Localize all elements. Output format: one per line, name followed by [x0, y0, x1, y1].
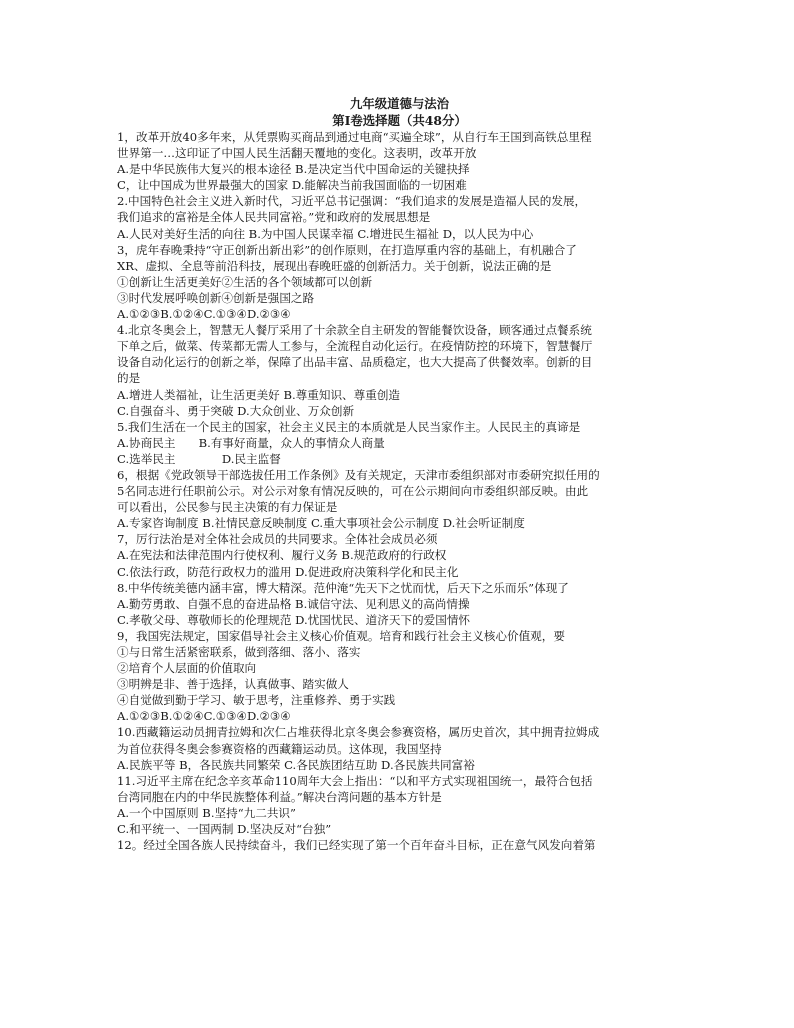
text-line: 7，厉行法治是对全体社会成员的共同要求。全体社会成员必须	[117, 532, 438, 547]
text-line: 11.习近平主席在纪念辛亥革命110周年大会上指出：“以和平方式实现祖国统一，最符合包括	[117, 773, 593, 788]
text-line: 2.中国特色社会主义进入新时代，习近平总书记强调：“我们追求的发展是造福人民的发展，	[117, 194, 587, 209]
text-line: 4.北京冬奥会上，智慧无人餐厅采用了十余款全自主研发的智能餐饮设备，顾客通过点餐系统	[117, 323, 592, 338]
text-line: 10.西藏籍运动员拥青拉姆和次仁占堆获得北京冬奥会参赛资格，属历史首次，其中拥青拉姆成	[117, 725, 600, 740]
text-line: 可以看出，公民参与民主决策的有力保证是	[117, 500, 338, 515]
text-line: ④自觉做到勤于学习、敏于思考，注重修养、勇于实践	[117, 693, 396, 708]
text-line: A.一个中国原则 B.坚持“九二共识”	[117, 805, 296, 820]
text-line: 3，虎年春晚秉持“守正创新出新出彩”的创作原则，在打造厚重内容的基础上，有机融合了	[117, 242, 577, 257]
exam-page	[117, 95, 682, 853]
text-line: C.孝敬父母、尊敬师长的伦理规范 D.忧国忧民、道济天下的爱国情怀	[117, 612, 471, 627]
text-line: 6，根据《党政领导干部选拔任用工作条例》及有关规定，天津市委组织部对市委研究拟任用的	[117, 467, 600, 482]
text-line: 12。经过全国各族人民持续奋斗，我们已经实现了第一个百年奋斗目标，正在意气风发向着第	[117, 838, 596, 853]
text-line: 为首位获得冬奥会参赛资格的西藏籍运动员。这体现，我国坚持	[117, 741, 442, 756]
text-line: ③明辨是非、善于选择，认真做事、踏实做人	[117, 677, 349, 692]
text-line: 的是	[117, 371, 141, 386]
text-line: A.增进人类福祉，让生活更美好 B.尊重知识、尊重创造	[117, 387, 401, 402]
text-line: ①创新让生活更美好②生活的各个领域都可以创新	[117, 274, 373, 289]
text-line: ③时代发展呼唤创新④创新是强国之路	[117, 290, 315, 305]
text-line: C.自强奋斗、勇于突破 D.大众创业、万众创新	[117, 403, 355, 418]
text-line: 1，改革开放40多年来，从凭票购买商品到通过电商“买遍全球”，从自行车王国到高铁总里程	[117, 130, 592, 144]
text-line: A.勤劳勇敢、自强不息的奋进品格 B.诚信守法、见利思义的高尚情操	[117, 596, 470, 611]
text-line: C.选举民主 D.民主监督	[117, 451, 281, 466]
text-line: 世界第一…这印证了中国人民生活翻天覆地的变化。这表明，改革开放	[117, 146, 477, 161]
text-line: 我们追求的富裕是全体人民共同富裕。”党和政府的发展思想是	[117, 210, 431, 225]
text-line: 下单之后，做菜、传菜都无需人工参与，全流程自动化运行。在疫情防控的环境下，智慧餐厅	[117, 339, 593, 354]
text-line: 9，我国宪法规定，国家倡导社会主义核心价值观。培育和践行社会主义核心价值观，要	[117, 628, 565, 643]
text-line: A.在宪法和法律范围内行使权利、履行义务 B.规范政府的行政权	[117, 548, 447, 563]
text-line: A.专家咨询制度 B.社情民意反映制度 C.重大事项社会公示制度 D.社会听证制度	[117, 516, 525, 531]
text-line: 台湾同胞在内的中华民族整体利益。”解决台湾问题的基本方针是	[117, 789, 442, 804]
text-line: A.协商民主 B.有事好商量，众人的事情众人商量	[117, 435, 385, 450]
text-line: ②培育个人层面的价值取向	[117, 661, 257, 676]
text-line: A.是中华民族伟大复兴的根本途径 B.是决定当代中国命运的关键抉择	[117, 162, 470, 177]
text-line: ①与日常生活紧密联系，做到落细、落小、落实	[117, 645, 361, 659]
text-line: C，让中国成为世界最强大的国家 D.能解决当前我国面临的一切困难	[117, 178, 467, 193]
text-line: A.民族平等 B，各民族共同繁荣 C.各民族团结互助 D.各民族共同富裕	[117, 757, 475, 772]
text-line: 8.中华传统美德内涵丰富，博大精深。范仲淹“先天下之忧而忧，后天下之乐而乐”体现了	[117, 580, 569, 595]
text-line: 5名同志进行任职前公示。对公示对象有情况反映的，可在公示期间向市委组织部反映。由此	[117, 484, 589, 499]
text-line: 5.我们生活在一个民主的国家，社会主义民主的本质就是人民当家作主。人民民主的真谛是	[117, 419, 581, 434]
text-line: C.依法行政，防范行政权力的滥用 D.促进政府决策科学化和民主化	[117, 564, 459, 579]
section-title: 第Ⅰ卷选择题（共48分）	[332, 113, 467, 128]
text-line: A.①②③B.①②④C.①③④D.②③④	[117, 709, 291, 724]
text-line: A.①②③B.①②④C.①③④D.②③④	[117, 307, 291, 322]
exam-body	[117, 129, 682, 853]
text-line: A.人民对美好生活的向往 B.为中国人民谋幸福 C.增进民生福祉 D，以人民为中心	[117, 226, 534, 241]
text-line: C.和平统一、一国两制 D.坚决反对“台独”	[117, 822, 332, 837]
text-line: 设备自动化运行的创新之举，保障了出品丰富、品质稳定，也大大提高了供餐效率。创新的目	[117, 355, 593, 370]
exam-title: 九年级道德与法治	[349, 96, 450, 111]
text-line: XR、虚拟、全息等前沿科技，展现出春晚旺盛的创新活力。关于创新，说法正确的是	[117, 258, 552, 273]
